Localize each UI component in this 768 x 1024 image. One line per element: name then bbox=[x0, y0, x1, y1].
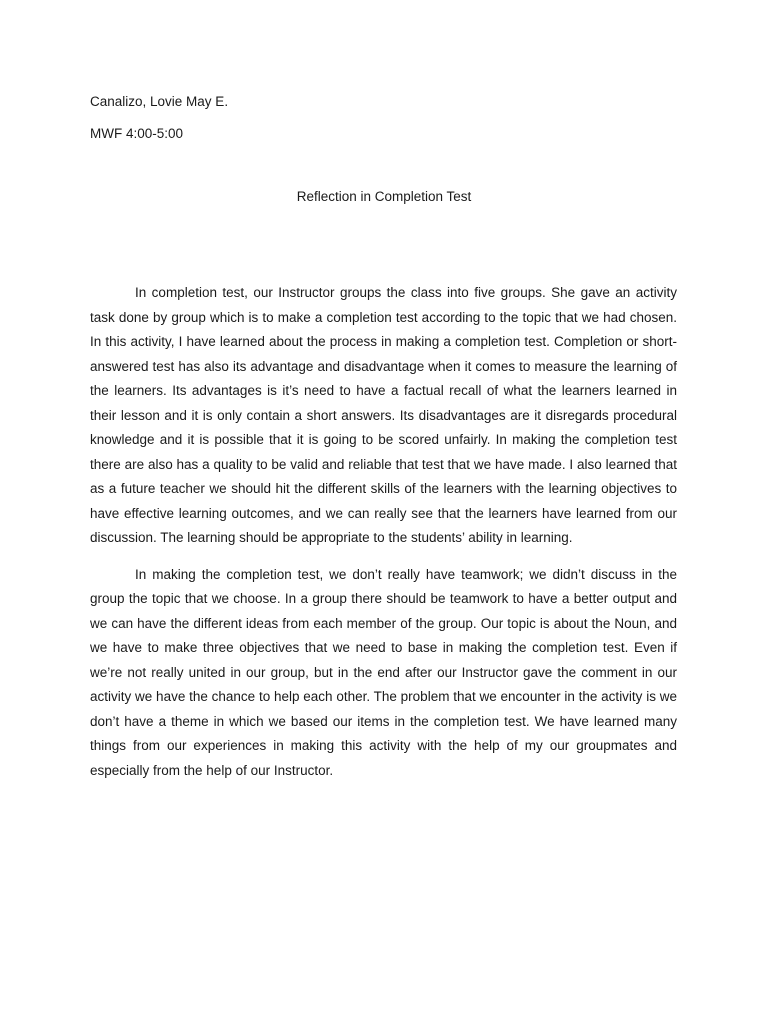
paragraph: In completion test, our Instructor groups the class into five groups. She gave an activity task done by group which is to make a completion test according to the topic that we had chosen. In this activity, I have learned about the process in making a completion test. Completion or short-answered test has also its advantage and disadvantage when it comes to measure the learning of the learners. Its advantages is it’s need to have a factual recall of what the learners learned in their lesson and it is only contain a short answers. Its disadvantages are it disregards procedural knowledge and it is possible that it is going to be scored unfairly. In making the completion test there are also has a quality to be valid and reliable that test that we have made. I also learned that as a future teacher we should hit the different skills of the learners with the learning objectives to have effective learning outcomes, and we can really see that the learners have learned from our discussion. The learning should be appropriate to the students’ ability in learning. bbox=[90, 285, 677, 545]
body-text bbox=[90, 281, 677, 783]
paragraph: In making the completion test, we don’t really have teamwork; we didn’t discuss in the group the topic that we choose. In a group there should be teamwork to have a better output and we can have the different ideas from each member of the group. Our topic is about the Noun, and we have to make three objectives that we need to base in making the completion test. Even if we’re not really united in our group, but in the end after our Instructor gave the comment in our activity we have the chance to help each other. The problem that we encounter in the activity is we don’t have a theme in which we based our items in the completion test. We have learned many things from our experiences in making this activity with the help of my our groupmates and especially from the help of our Instructor. bbox=[90, 566, 677, 778]
document-title: Reflection in Completion Test bbox=[296, 189, 472, 204]
author-name: Canalizo, Lovie May E. bbox=[90, 94, 229, 109]
class-schedule: MWF 4:00-5:00 bbox=[90, 126, 184, 141]
